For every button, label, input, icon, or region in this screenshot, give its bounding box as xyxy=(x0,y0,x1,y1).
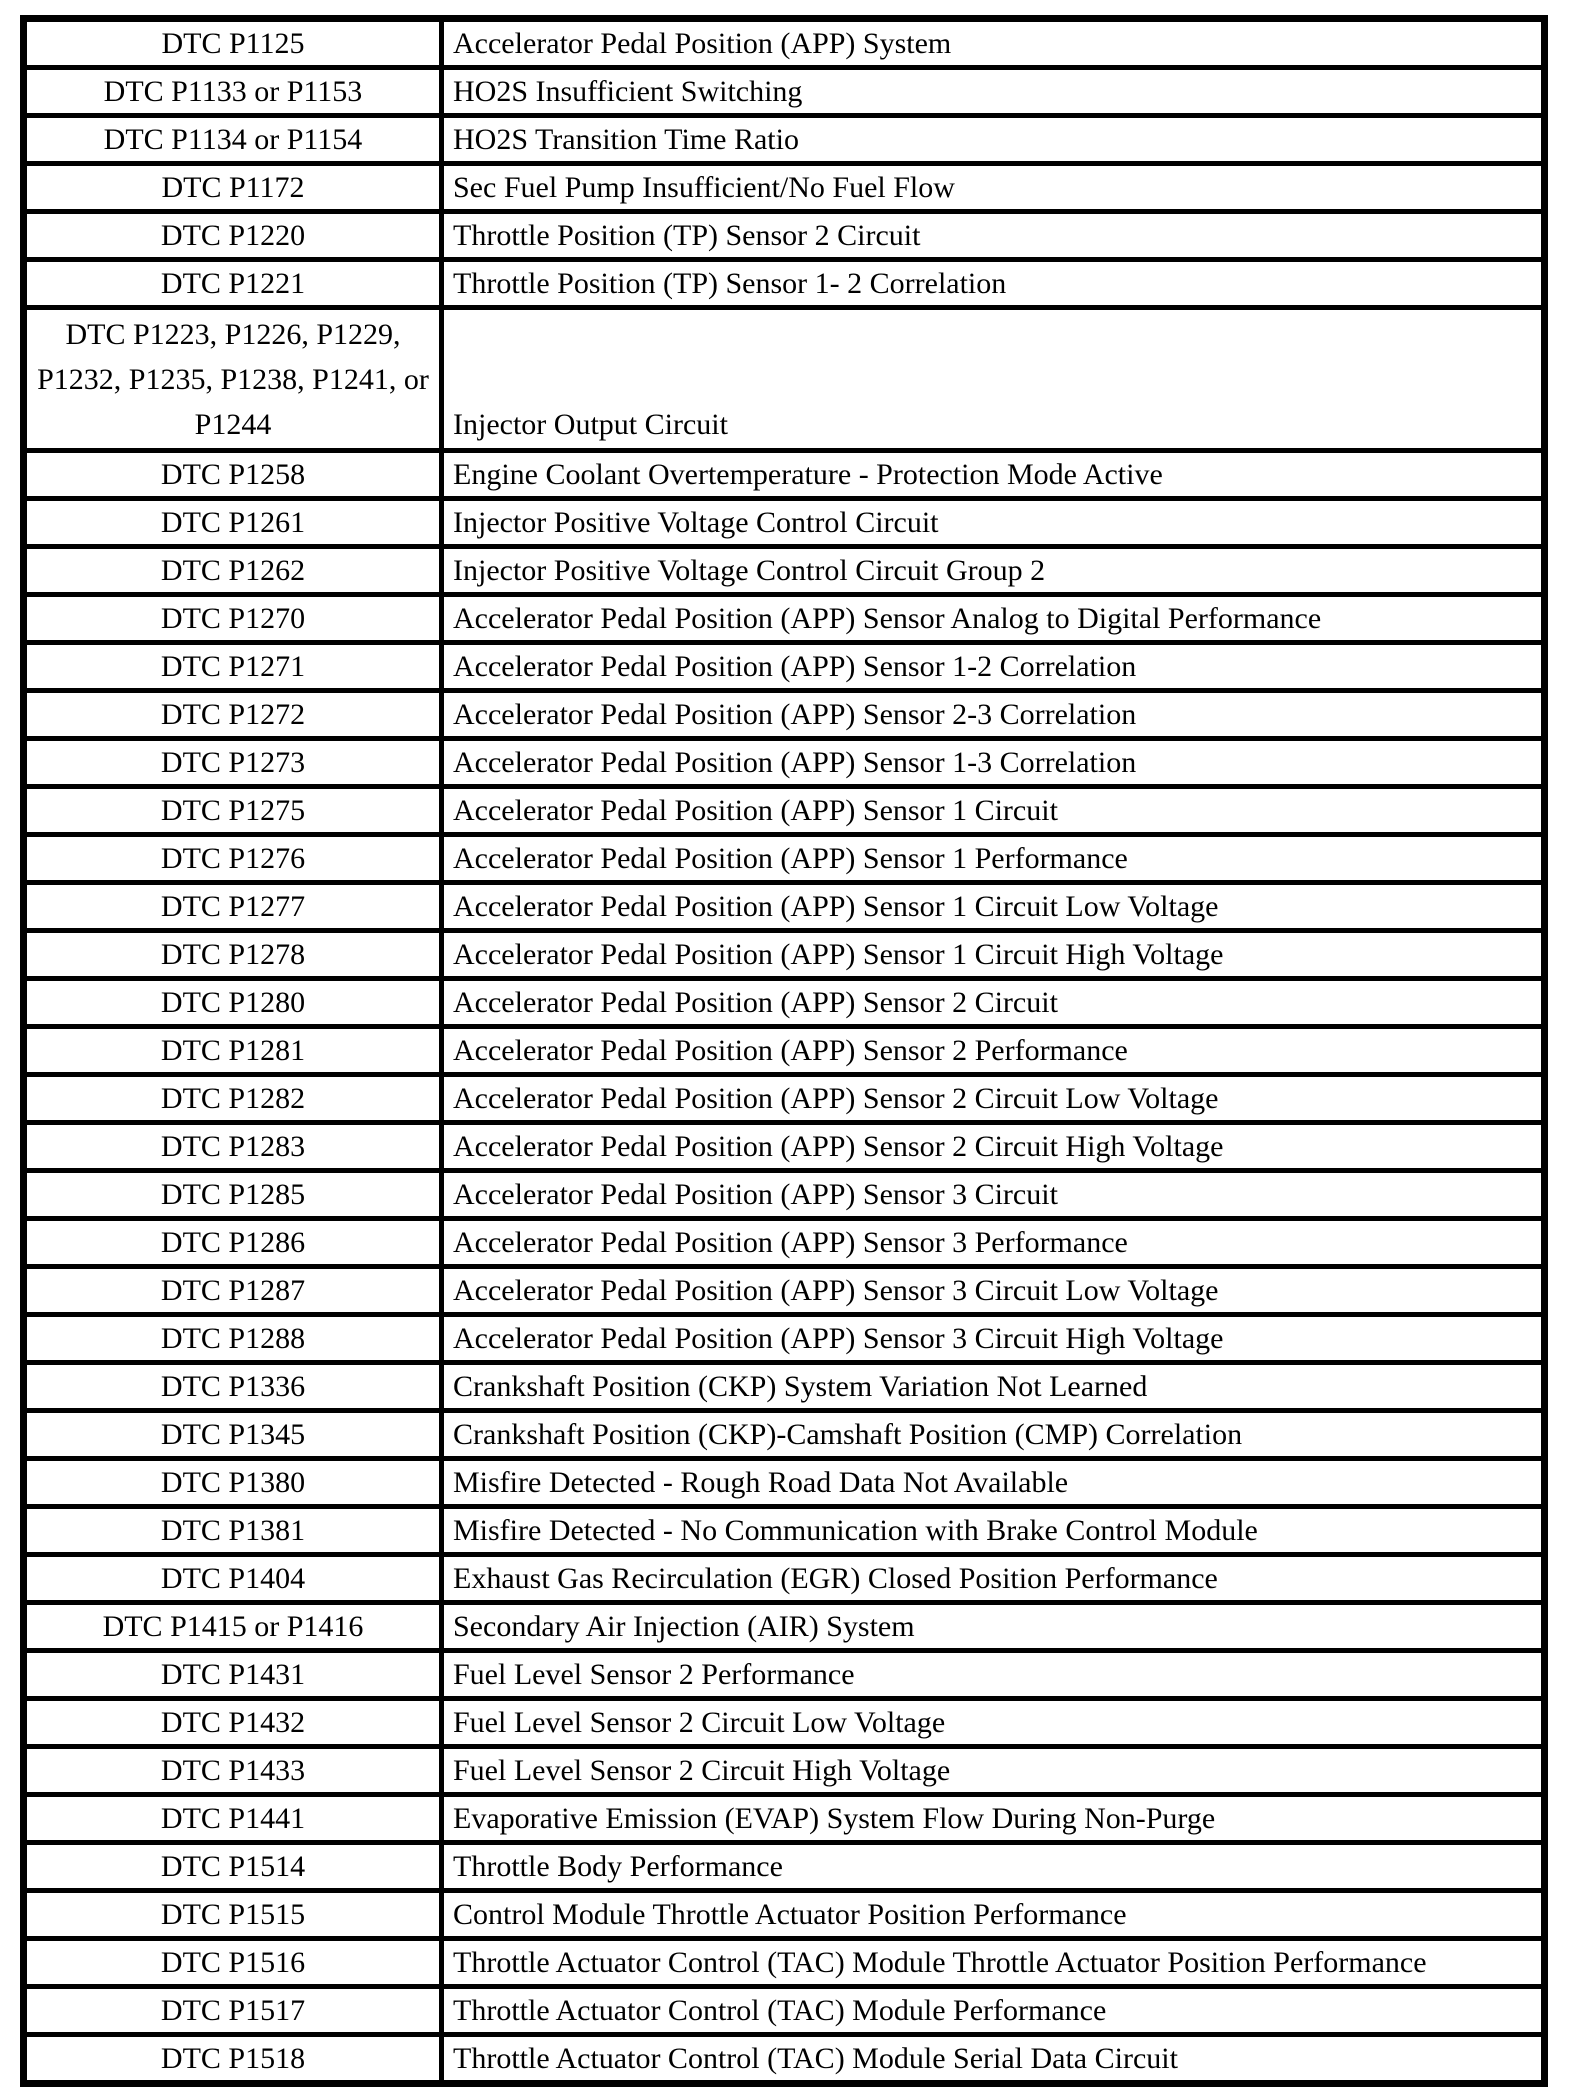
description-cell: Accelerator Pedal Position (APP) Sensor 1-2 Correlation xyxy=(442,643,1545,691)
table-row xyxy=(24,499,1545,547)
description-cell: Accelerator Pedal Position (APP) Sensor 1 Circuit High Voltage xyxy=(442,931,1545,979)
dtc-table xyxy=(20,15,1548,2087)
description-cell: Accelerator Pedal Position (APP) Sensor 3 Circuit Low Voltage xyxy=(442,1267,1545,1315)
dtc-code-cell: DTC P1287 xyxy=(24,1267,442,1315)
table-row xyxy=(24,1747,1545,1795)
description-cell: Accelerator Pedal Position (APP) Sensor 2 Performance xyxy=(442,1027,1545,1075)
table-row xyxy=(24,212,1545,260)
description-cell: Sec Fuel Pump Insufficient/No Fuel Flow xyxy=(442,164,1545,212)
description-cell: Accelerator Pedal Position (APP) Sensor 3 Circuit High Voltage xyxy=(442,1315,1545,1363)
table-row xyxy=(24,1267,1545,1315)
description-cell: Accelerator Pedal Position (APP) Sensor 2 Circuit High Voltage xyxy=(442,1123,1545,1171)
table-row xyxy=(24,1603,1545,1651)
table-row xyxy=(24,1459,1545,1507)
dtc-code-cell: DTC P1517 xyxy=(24,1987,442,2035)
dtc-code-cell: DTC P1278 xyxy=(24,931,442,979)
description-cell: Accelerator Pedal Position (APP) Sensor 1 Circuit Low Voltage xyxy=(442,883,1545,931)
description-cell: Fuel Level Sensor 2 Performance xyxy=(442,1651,1545,1699)
description-cell: Fuel Level Sensor 2 Circuit Low Voltage xyxy=(442,1699,1545,1747)
dtc-code-cell: DTC P1515 xyxy=(24,1891,442,1939)
description-cell: HO2S Insufficient Switching xyxy=(442,68,1545,116)
table-row xyxy=(24,739,1545,787)
dtc-code-cell: DTC P1415 or P1416 xyxy=(24,1603,442,1651)
description-cell: Throttle Actuator Control (TAC) Module Serial Data Circuit xyxy=(442,2035,1545,2084)
description-cell: Evaporative Emission (EVAP) System Flow During Non-Purge xyxy=(442,1795,1545,1843)
dtc-code-cell: DTC P1518 xyxy=(24,2035,442,2084)
table-row xyxy=(24,595,1545,643)
dtc-code-cell: DTC P1133 or P1153 xyxy=(24,68,442,116)
description-cell: Injector Positive Voltage Control Circuit Group 2 xyxy=(442,547,1545,595)
table-row xyxy=(24,164,1545,212)
dtc-code-cell: DTC P1276 xyxy=(24,835,442,883)
description-cell: Exhaust Gas Recirculation (EGR) Closed Position Performance xyxy=(442,1555,1545,1603)
dtc-code-cell: DTC P1172 xyxy=(24,164,442,212)
table-row xyxy=(24,1555,1545,1603)
table-row xyxy=(24,1171,1545,1219)
dtc-code-cell: DTC P1516 xyxy=(24,1939,442,1987)
dtc-code-cell: DTC P1431 xyxy=(24,1651,442,1699)
dtc-code-cell: DTC P1281 xyxy=(24,1027,442,1075)
dtc-code-cell: DTC P1273 xyxy=(24,739,442,787)
dtc-code-cell: DTC P1381 xyxy=(24,1507,442,1555)
table-row xyxy=(24,1219,1545,1267)
table-row xyxy=(24,1795,1545,1843)
description-cell: Injector Positive Voltage Control Circuit xyxy=(442,499,1545,547)
description-cell: Accelerator Pedal Position (APP) Sensor 1-3 Correlation xyxy=(442,739,1545,787)
table-row xyxy=(24,1411,1545,1459)
table-row xyxy=(24,931,1545,979)
description-cell: Crankshaft Position (CKP)-Camshaft Position (CMP) Correlation xyxy=(442,1411,1545,1459)
table-row xyxy=(24,979,1545,1027)
dtc-code-cell: DTC P1288 xyxy=(24,1315,442,1363)
dtc-code-cell: DTC P1272 xyxy=(24,691,442,739)
table-row xyxy=(24,68,1545,116)
dtc-code-cell: DTC P1285 xyxy=(24,1171,442,1219)
table-row xyxy=(24,1891,1545,1939)
dtc-code-cell: DTC P1432 xyxy=(24,1699,442,1747)
dtc-code-cell: DTC P1271 xyxy=(24,643,442,691)
dtc-code-cell: DTC P1514 xyxy=(24,1843,442,1891)
description-cell: Throttle Position (TP) Sensor 1- 2 Correlation xyxy=(442,260,1545,308)
dtc-code-cell: DTC P1283 xyxy=(24,1123,442,1171)
table-row xyxy=(24,1939,1545,1987)
dtc-code-cell: DTC P1125 xyxy=(24,19,442,68)
table-row xyxy=(24,1699,1545,1747)
description-cell: Engine Coolant Overtemperature - Protection Mode Active xyxy=(442,451,1545,499)
table-row xyxy=(24,1363,1545,1411)
dtc-code-cell: DTC P1223, P1226, P1229, P1232, P1235, P1238, P1241, or P1244 xyxy=(24,308,442,451)
table-row xyxy=(24,116,1545,164)
description-cell: Accelerator Pedal Position (APP) Sensor 1 Circuit xyxy=(442,787,1545,835)
dtc-code-cell: DTC P1345 xyxy=(24,1411,442,1459)
table-row xyxy=(24,1123,1545,1171)
dtc-code-cell: DTC P1221 xyxy=(24,260,442,308)
dtc-code-cell: DTC P1441 xyxy=(24,1795,442,1843)
table-row xyxy=(24,1027,1545,1075)
table-row xyxy=(24,1987,1545,2035)
dtc-code-cell: DTC P1280 xyxy=(24,979,442,1027)
dtc-code-cell: DTC P1286 xyxy=(24,1219,442,1267)
description-cell: Accelerator Pedal Position (APP) Sensor 2 Circuit xyxy=(442,979,1545,1027)
table-row xyxy=(24,643,1545,691)
table-row xyxy=(24,1075,1545,1123)
table-row xyxy=(24,308,1545,451)
dtc-table-body xyxy=(24,19,1545,2084)
dtc-code-cell: DTC P1270 xyxy=(24,595,442,643)
dtc-code-cell: DTC P1380 xyxy=(24,1459,442,1507)
table-row xyxy=(24,547,1545,595)
table-row xyxy=(24,1843,1545,1891)
description-cell: Secondary Air Injection (AIR) System xyxy=(442,1603,1545,1651)
description-cell: Accelerator Pedal Position (APP) Sensor Analog to Digital Performance xyxy=(442,595,1545,643)
description-cell: Accelerator Pedal Position (APP) Sensor 3 Circuit xyxy=(442,1171,1545,1219)
table-row xyxy=(24,835,1545,883)
dtc-code-cell: DTC P1258 xyxy=(24,451,442,499)
description-cell: Throttle Position (TP) Sensor 2 Circuit xyxy=(442,212,1545,260)
table-row xyxy=(24,451,1545,499)
description-cell: Control Module Throttle Actuator Position Performance xyxy=(442,1891,1545,1939)
description-cell: Throttle Body Performance xyxy=(442,1843,1545,1891)
table-row xyxy=(24,260,1545,308)
dtc-code-cell: DTC P1275 xyxy=(24,787,442,835)
dtc-code-cell: DTC P1261 xyxy=(24,499,442,547)
table-row xyxy=(24,883,1545,931)
dtc-code-cell: DTC P1262 xyxy=(24,547,442,595)
description-cell: Crankshaft Position (CKP) System Variation Not Learned xyxy=(442,1363,1545,1411)
description-cell: Misfire Detected - Rough Road Data Not Available xyxy=(442,1459,1545,1507)
dtc-code-cell: DTC P1220 xyxy=(24,212,442,260)
table-row xyxy=(24,1315,1545,1363)
table-row xyxy=(24,19,1545,68)
dtc-code-cell: DTC P1404 xyxy=(24,1555,442,1603)
description-cell: Accelerator Pedal Position (APP) System xyxy=(442,19,1545,68)
table-row xyxy=(24,2035,1545,2084)
description-cell: Misfire Detected - No Communication with Brake Control Module xyxy=(442,1507,1545,1555)
table-row xyxy=(24,787,1545,835)
description-cell: HO2S Transition Time Ratio xyxy=(442,116,1545,164)
description-cell: Throttle Actuator Control (TAC) Module Performance xyxy=(442,1987,1545,2035)
description-cell: Throttle Actuator Control (TAC) Module Throttle Actuator Position Performance xyxy=(442,1939,1545,1987)
dtc-code-cell: DTC P1282 xyxy=(24,1075,442,1123)
description-cell: Accelerator Pedal Position (APP) Sensor 2 Circuit Low Voltage xyxy=(442,1075,1545,1123)
dtc-code-cell: DTC P1336 xyxy=(24,1363,442,1411)
dtc-code-cell: DTC P1134 or P1154 xyxy=(24,116,442,164)
table-row xyxy=(24,691,1545,739)
dtc-code-cell: DTC P1433 xyxy=(24,1747,442,1795)
description-cell: Accelerator Pedal Position (APP) Sensor 1 Performance xyxy=(442,835,1545,883)
table-row xyxy=(24,1651,1545,1699)
dtc-code-cell: DTC P1277 xyxy=(24,883,442,931)
table-row xyxy=(24,1507,1545,1555)
description-cell: Fuel Level Sensor 2 Circuit High Voltage xyxy=(442,1747,1545,1795)
description-cell: Accelerator Pedal Position (APP) Sensor 2-3 Correlation xyxy=(442,691,1545,739)
description-cell: Accelerator Pedal Position (APP) Sensor 3 Performance xyxy=(442,1219,1545,1267)
description-cell: Injector Output Circuit xyxy=(442,308,1545,451)
